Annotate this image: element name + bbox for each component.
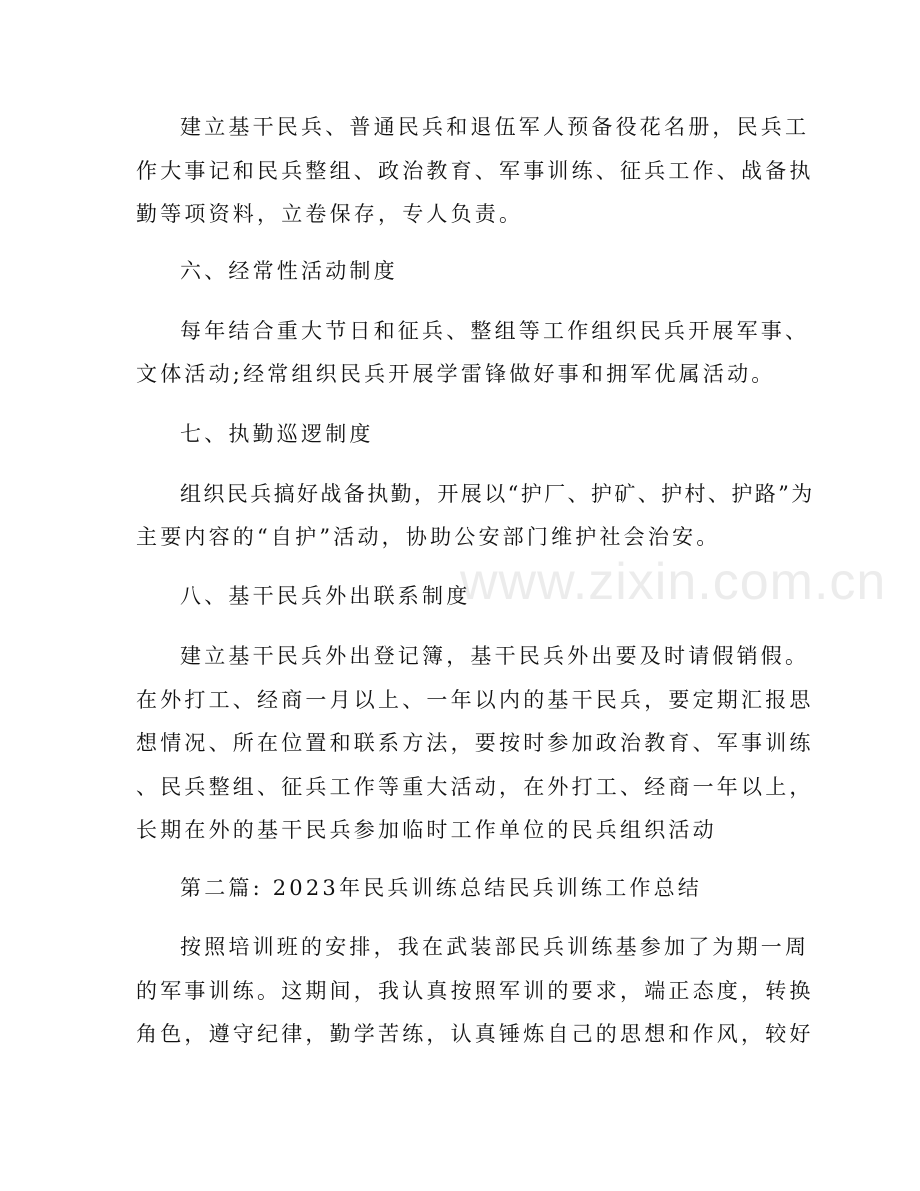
paragraph-1-line-1: 建立基干民兵、普通民兵和退伍军人预备役花名册，民兵工 [180,115,810,139]
paragraph-2-line-2: 文体活动;经常组织民兵开展学雷锋做好事和拥军优属活动。 [136,362,776,386]
paragraph-3-line-1: 组织民兵搞好战备执勤，开展以“护厂、护矿、护村、护路”为 [180,482,815,506]
paragraph-5-line-3: 角色，遵守纪律，勤学苦练，认真锤炼自己的思想和作风，较好 [136,1022,814,1046]
paragraph-4-line-5: 长期在外的基干民兵参加临时工作单位的民兵组织活动 [136,818,717,842]
paragraph-2-line-1: 每年结合重大节日和征兵、整组等工作组织民兵开展军事、 [180,319,810,343]
section-heading-8: 八、基干民兵外出联系制度 [180,584,471,608]
paragraph-1-line-2: 作大事记和民兵整组、政治教育、军事训练、征兵工作、战备执 [136,159,814,183]
paragraph-3-line-2: 主要内容的“自护”活动，协助公安部门维护社会治安。 [136,525,721,549]
paragraph-4-line-4: 、民兵整组、征兵工作等重大活动，在外打工、经商一年以上， [136,775,814,799]
paragraph-5-line-1: 按照培训班的安排，我在武装部民兵训练基参加了为期一周 [180,935,810,959]
paragraph-5-line-2: 的军事训练。这期间，我认真按照军训的要求，端正态度，转换 [136,979,814,1003]
paragraph-1-line-3: 勤等项资料，立卷保存，专人负责。 [136,202,524,226]
paragraph-4-line-1: 建立基干民兵外出登记簿，基干民兵外出要及时请假销假。 [180,644,810,668]
section-heading-6: 六、经常性活动制度 [180,259,398,283]
paragraph-4-line-2: 在外打工、经商一月以上、一年以内的基干民兵，要定期汇报思 [136,688,814,712]
paragraph-4-line-3: 想情况、所在位置和联系方法，要按时参加政治教育、军事训练 [136,731,814,755]
watermark: www.zixin.com.cn [460,553,887,611]
part-two-title: 第二篇: 2023年民兵训练总结民兵训练工作总结 [180,876,702,900]
section-heading-7: 七、执勤巡逻制度 [180,422,374,446]
